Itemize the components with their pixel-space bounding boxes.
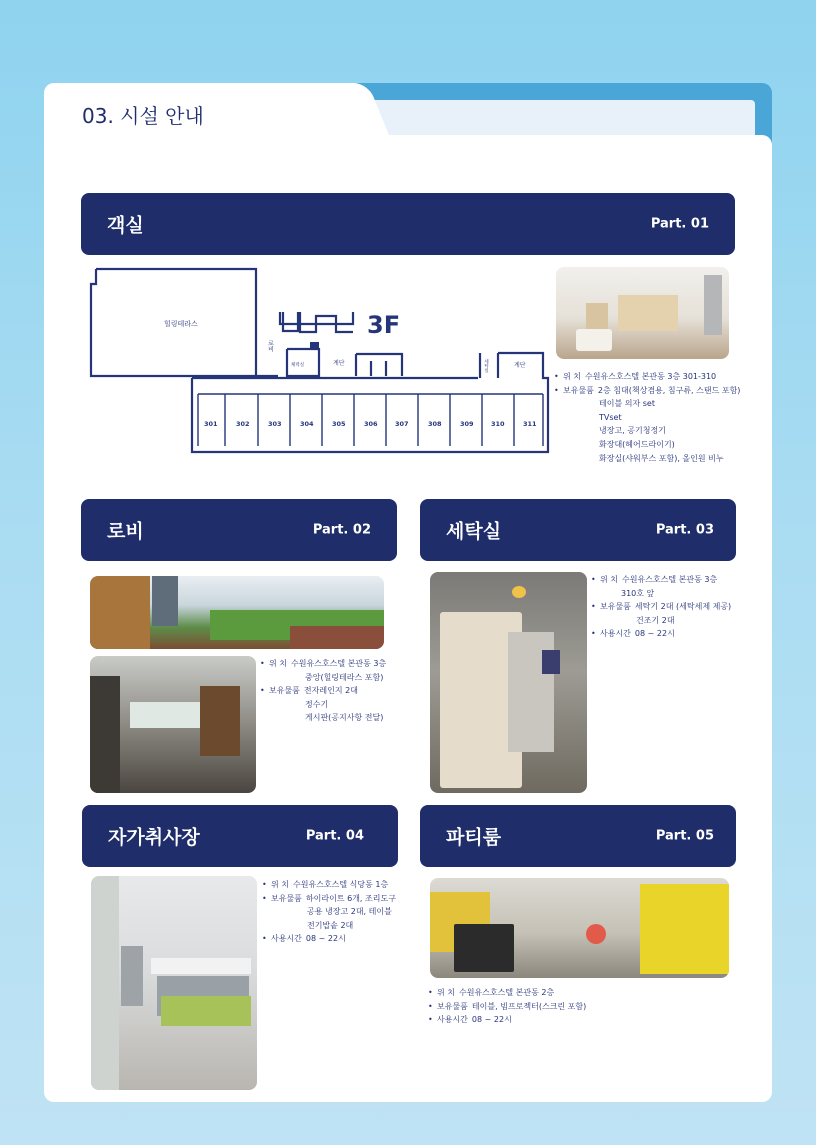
section-title: 객실 bbox=[107, 214, 144, 237]
plan-room-307: 307 bbox=[395, 420, 409, 428]
kitchen-photo bbox=[91, 876, 257, 1090]
plan-room-302: 302 bbox=[236, 420, 250, 428]
plan-small-room-label: 체력실 bbox=[291, 363, 305, 368]
plan-stairs-label: 계단 bbox=[333, 360, 345, 367]
party-room-photo bbox=[430, 878, 729, 978]
plan-room-305: 305 bbox=[332, 420, 346, 428]
section-title: 파티룸 bbox=[446, 826, 502, 849]
section-part: Part. 05 bbox=[655, 828, 714, 844]
section-bar-room bbox=[81, 193, 735, 255]
section-bar-kitchen bbox=[82, 805, 398, 867]
section-part: Part. 01 bbox=[650, 216, 709, 232]
lobby-terrace-photo bbox=[90, 576, 384, 649]
floor-plan bbox=[88, 266, 550, 454]
plan-side-room-label: 세탁실 bbox=[483, 359, 489, 373]
section-bar-lobby bbox=[81, 499, 397, 561]
laundry-photo bbox=[430, 572, 587, 793]
section-title: 자가취사장 bbox=[108, 826, 200, 849]
floor-label: 3F bbox=[367, 311, 401, 339]
section-part: Part. 04 bbox=[305, 828, 364, 844]
plan-room-309: 309 bbox=[460, 420, 474, 428]
plan-room-308: 308 bbox=[428, 420, 442, 428]
plan-room-311: 311 bbox=[523, 420, 537, 428]
party-info: • 위 치 수원유스호스텔 본관동 2층 • 보유물품 테이블, 빔프로젝터(스크린 포함) • 사용시간 08 ~ 22시 bbox=[428, 988, 587, 1025]
section-title: 세탁실 bbox=[446, 520, 502, 543]
plan-room-306: 306 bbox=[364, 420, 378, 428]
section-bar-party bbox=[420, 805, 736, 867]
section-part: Part. 02 bbox=[312, 522, 371, 538]
room-info: • 위 치 수원유스호스텔 본관동 3층 301-310 • 보유물품 2층 침대(책상겸용, 침구류, 스탠드 포함) 테이블 의자 set TVset 냉장고, 공기청정기 화장대(헤어드라이기) 화장실(샤워부스 포함), 올인원 비누 bbox=[554, 372, 741, 463]
lobby-photo bbox=[90, 656, 256, 793]
plan-lobby-label: 로비 bbox=[266, 340, 274, 352]
lobby-info: • 위 치 수원유스호스텔 본관동 3층 중앙(힐링테라스 포함) • 보유물품 전자레인지 2대 정수기 게시판(공지사항 전달) bbox=[260, 659, 387, 723]
laundry-info: • 위 치 수원유스호스텔 본관동 3층 310호 앞 • 보유물품 세탁기 2대 (세탁세제 제공) 건조기 2대 • 사용시간 08 ~ 22시 bbox=[591, 575, 732, 639]
section-part: Part. 03 bbox=[655, 522, 714, 538]
plan-stairs-label: 계단 bbox=[514, 362, 526, 369]
page-title: 03. 시설 안내 bbox=[82, 104, 204, 128]
kitchen-info: • 위 치 수원유스호스텔 식당동 1층 • 보유물품 하이라이트 6개, 조리도구 공용 냉장고 2대, 테이블 전기밥솥 2대 • 사용시간 08 ~ 22시 bbox=[262, 880, 396, 944]
plan-room-310: 310 bbox=[491, 420, 505, 428]
plan-terrace-label: 힐링테라스 bbox=[164, 320, 198, 328]
room-photo bbox=[556, 267, 729, 359]
plan-room-303: 303 bbox=[268, 420, 282, 428]
section-bar-laundry bbox=[420, 499, 736, 561]
plan-room-304: 304 bbox=[300, 420, 314, 428]
section-title: 로비 bbox=[107, 520, 144, 543]
plan-room-301: 301 bbox=[204, 420, 218, 428]
